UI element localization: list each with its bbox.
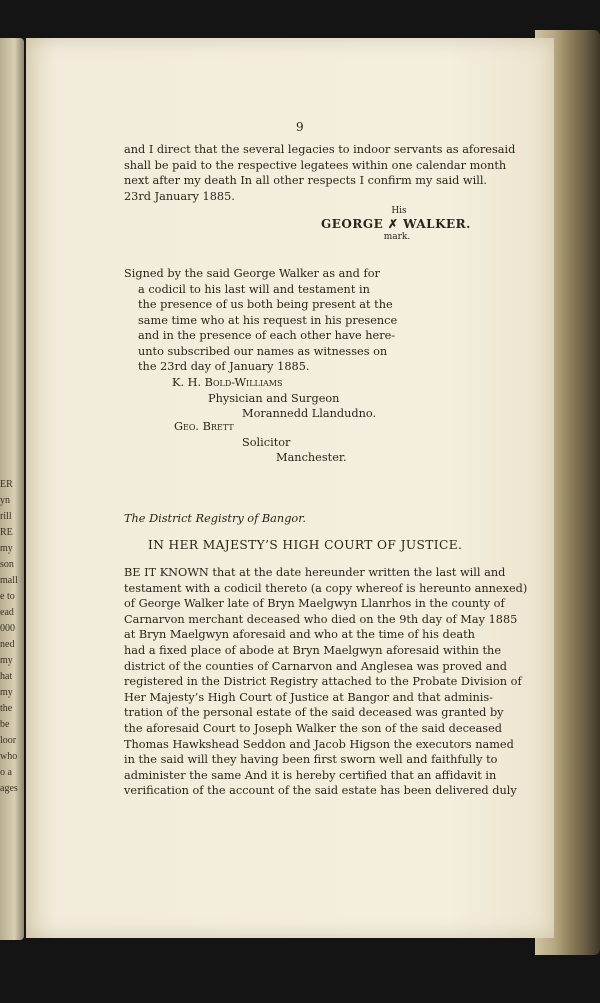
facing-page-fragment: ead: [0, 607, 14, 618]
witness-1-address: Morannedd Llandudno.: [242, 407, 377, 420]
facing-page-fragment: RE: [0, 527, 13, 538]
facing-page-fragment: ages: [0, 783, 18, 794]
facing-page-fragment: ned: [0, 639, 15, 650]
facing-page-fragment: my: [0, 687, 13, 698]
witness-1-name: K. H. Bold-Williams: [172, 376, 283, 389]
signature-his: His: [391, 206, 407, 216]
facing-page-fragment: e to: [0, 591, 15, 602]
attestation-line: the 23rd day of January 1885.: [138, 360, 310, 373]
grant-line: tration of the personal estate of the said deceased was granted by: [124, 706, 504, 720]
facing-page-fragment: be: [0, 719, 10, 730]
witness-2-address: Manchester.: [276, 451, 347, 464]
attestation-line: the presence of us both being present at the: [138, 298, 393, 311]
witness-2-title: Solicitor: [242, 435, 291, 449]
codicil-line: and I direct that the several legacies to indoor servants as aforesaid: [124, 143, 516, 156]
facing-page-edge: [0, 38, 24, 940]
codicil-line: next after my death In all other respects I confirm my said will.: [124, 174, 488, 187]
grant-line: at Bryn Maelgwyn aforesaid and who at the time of his death: [124, 628, 475, 642]
grant-line: in the said will they having been first sworn well and faithfully to: [124, 753, 498, 767]
codicil-date: 23rd January 1885.: [124, 189, 235, 203]
signature-name: GEORGE ✗ WALKER.: [321, 217, 471, 231]
witness-1: [172, 375, 376, 422]
codicil-line: shall be paid to the respective legatees within one calendar month: [124, 158, 507, 172]
attestation-clause: [124, 266, 398, 375]
facing-page-fragment: yn: [0, 495, 10, 506]
grant-line: testament with a codicil thereto (a copy whereof is hereunto annexed): [124, 581, 528, 595]
witness-2-name: Geo. Brett: [174, 420, 234, 433]
facing-page-fragment: hat: [0, 671, 13, 682]
grant-line: the aforesaid Court to Joseph Walker the son of the said deceased: [124, 721, 503, 735]
facing-page-fragment: o a: [0, 767, 12, 778]
attestation-line: unto subscribed our names as witnesses on: [138, 344, 388, 358]
facing-page-fragment: my: [0, 655, 13, 666]
grant-line: of George Walker late of Bryn Maelgwyn Llanrhos in the county of: [124, 597, 505, 611]
grant-line: had a fixed place of abode at Bryn Maelgwyn aforesaid within the: [124, 643, 502, 657]
signature-mark: mark.: [383, 232, 411, 242]
grant-lead: BE IT KNOWN: [124, 566, 209, 579]
facing-page-fragment: 000: [0, 623, 15, 634]
document-page: [26, 38, 554, 938]
grant-line: verification of the account of the said estate has been delivered duly: [124, 784, 517, 798]
attestation-line: a codicil to his last will and testament in: [138, 282, 370, 296]
grant-line: [124, 565, 506, 581]
facing-page-fragment: loor: [0, 735, 17, 746]
attestation-line: and in the presence of each other have here-: [138, 329, 396, 342]
codicil-paragraph: [124, 142, 516, 204]
signature-block: [321, 206, 471, 242]
attestation-line: same time who at his request in his presence: [138, 313, 398, 327]
grant-line: registered in the District Registry attached to the Probate Division of: [124, 675, 522, 689]
facing-page-fragment: my: [0, 543, 13, 554]
grant-paragraph: [124, 565, 528, 799]
grant-line: Her Majesty’s High Court of Justice at Bangor and that adminis-: [124, 690, 493, 704]
facing-page-fragment: who: [0, 751, 18, 762]
court-heading: IN HER MAJESTY’S HIGH COURT OF JUSTICE.: [148, 538, 463, 552]
facing-page-fragment: rill: [0, 511, 12, 522]
witness-2: [174, 419, 347, 466]
grant-line: Thomas Hawkshead Seddon and Jacob Higson the executors named: [124, 737, 514, 751]
facing-page-fragment: son: [0, 559, 14, 570]
registry-heading: The District Registry of Bangor.: [124, 512, 306, 525]
grant-line: Carnarvon merchant deceased who died on the 9th day of May 1885: [124, 612, 518, 626]
witness-1-title: Physician and Surgeon: [208, 391, 340, 405]
grant-line-text: that at the date hereunder written the last will and: [208, 566, 506, 579]
facing-page-fragment: the: [0, 703, 13, 714]
grant-line: district of the counties of Carnarvon and Anglesea was proved and: [124, 659, 508, 673]
attestation-line: Signed by the said George Walker as and for: [124, 267, 380, 280]
facing-page-fragment: ER: [0, 479, 13, 490]
grant-line: administer the same And it is hereby certified that an affidavit in: [124, 768, 497, 782]
facing-page-fragment: mall: [0, 575, 18, 586]
page-number: 9: [296, 120, 304, 134]
